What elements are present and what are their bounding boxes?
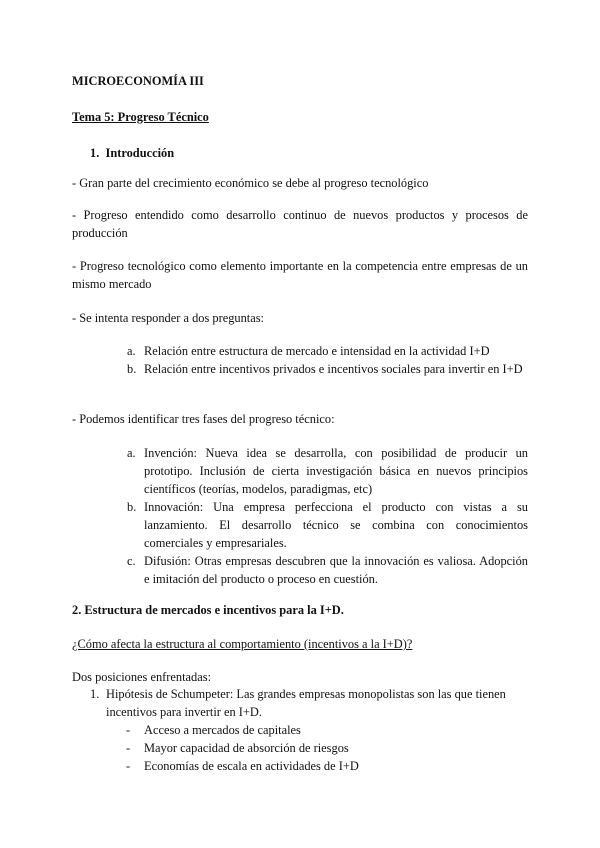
list-marker: - <box>126 741 131 755</box>
intro-paragraph: - Progreso tecnológico como elemento importante en la competencia entre empresas de un mismo mercado <box>72 259 528 291</box>
list-item <box>72 444 528 498</box>
list-marker: - <box>126 723 131 737</box>
list-item-text: Economías de escala en actividades de I+D <box>144 759 359 773</box>
intro-paragraph: - Gran parte del crecimiento económico se debe al progreso tecnológico <box>72 176 429 190</box>
list-marker: a. <box>127 344 136 358</box>
section-1-title: Introducción <box>105 146 175 160</box>
list-marker: - <box>126 759 131 773</box>
list-item-text: Relación entre incentivos privados e incentivos sociales para invertir en I+D <box>144 362 523 376</box>
positions-list <box>72 685 528 721</box>
list-item-text: Relación entre estructura de mercado e intensidad en la actividad I+D <box>144 344 490 358</box>
list-item <box>72 498 528 552</box>
intro-paragraph: - Se intenta responder a dos preguntas: <box>72 311 265 325</box>
list-item <box>72 360 528 378</box>
document-title: MICROECONOMÍA III <box>72 74 204 88</box>
phases-intro: - Podemos identificar tres fases del progreso técnico: <box>72 412 335 426</box>
list-marker: 1. <box>90 687 100 701</box>
topic-title: Tema 5: Progreso Técnico <box>72 110 209 124</box>
list-marker: c. <box>127 554 136 568</box>
list-item <box>72 685 528 721</box>
list-marker: a. <box>127 446 136 460</box>
list-item <box>72 721 528 739</box>
list-marker: b. <box>127 362 137 376</box>
schumpeter-points-list <box>72 721 528 775</box>
questions-list <box>72 342 528 378</box>
list-item-text: Invención: Nueva idea se desarrolla, con posibilidad de producir un prototipo. Inclusión de cierta investigación básica en nuevos principios científicos (teorías, modelos, paradigmas, etc) <box>144 446 528 496</box>
list-item-text: Mayor capacidad de absorción de riesgos <box>144 741 349 755</box>
section-1-number: 1. <box>90 146 100 160</box>
list-item <box>72 757 528 775</box>
section-2-heading: 2. Estructura de mercados e incentivos para la I+D. <box>72 603 344 617</box>
list-item-text: Hipótesis de Schumpeter: Las grandes empresas monopolistas son las que tienen incentivos para invertir en I+D. <box>106 687 506 719</box>
list-marker: b. <box>127 500 137 514</box>
list-item-text: Acceso a mercados de capitales <box>144 723 301 737</box>
section-2-question: ¿Cómo afecta la estructura al comportamiento (incentivos a la I+D)? <box>72 637 413 651</box>
list-item-text: Innovación: Una empresa perfecciona el producto con vistas a su lanzamiento. El desarrollo técnico se combina con conocimientos comerciales y empresariales. <box>144 500 528 550</box>
section-1-heading <box>72 144 546 162</box>
phases-list <box>72 444 528 588</box>
list-item <box>72 552 528 588</box>
list-item-text: Difusión: Otras empresas descubren que la innovación es valiosa. Adopción e imitación del producto o proceso en cuestión. <box>144 554 528 586</box>
list-item <box>72 739 528 757</box>
list-item <box>72 342 528 360</box>
intro-paragraph: - Progreso entendido como desarrollo continuo de nuevos productos y procesos de producción <box>72 208 528 240</box>
positions-intro: Dos posiciones enfrentadas: <box>72 670 212 684</box>
